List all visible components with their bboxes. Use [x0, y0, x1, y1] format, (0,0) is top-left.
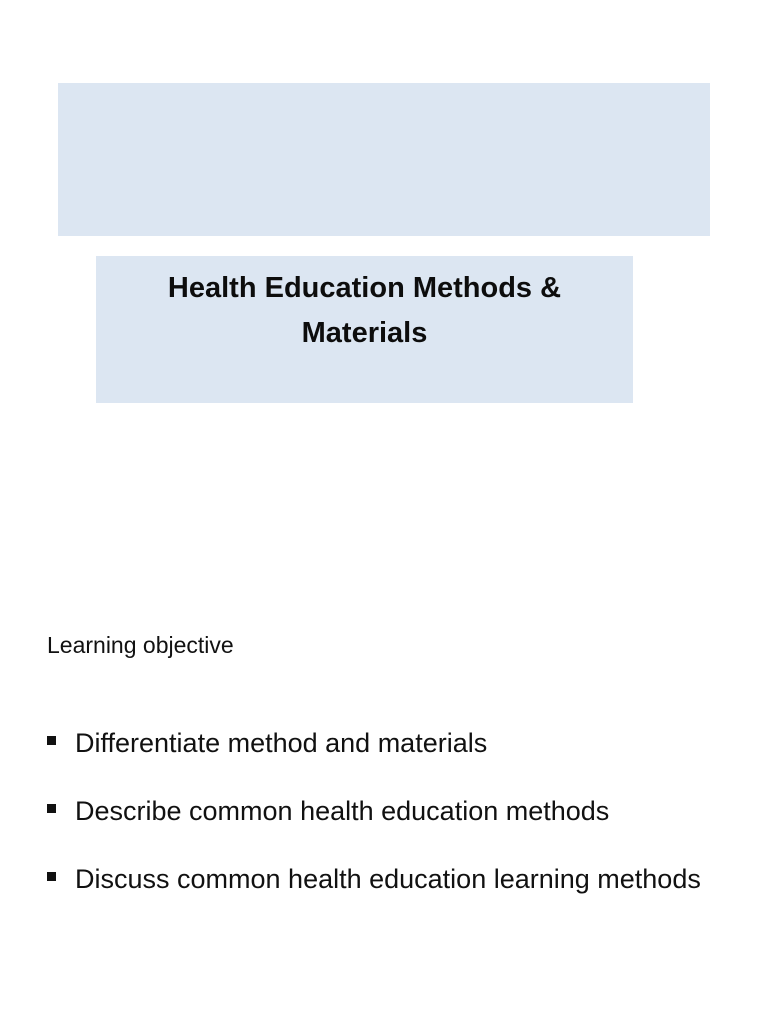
objective-text: Discuss common health education learning methods [75, 864, 701, 894]
header-band [58, 83, 710, 236]
list-item [47, 712, 747, 774]
square-bullet-icon [47, 736, 56, 745]
page-title: Health Education Methods & Materials [167, 272, 562, 349]
square-bullet-icon [47, 804, 56, 813]
title-box [96, 256, 633, 403]
objective-text: Describe common health education methods [75, 796, 610, 826]
objectives-list [47, 712, 747, 916]
objective-text: Differentiate method and materials [75, 728, 488, 758]
square-bullet-icon [47, 872, 56, 881]
list-item [47, 780, 747, 842]
list-item [47, 848, 715, 910]
learning-objective-heading: Learning objective [47, 632, 234, 658]
